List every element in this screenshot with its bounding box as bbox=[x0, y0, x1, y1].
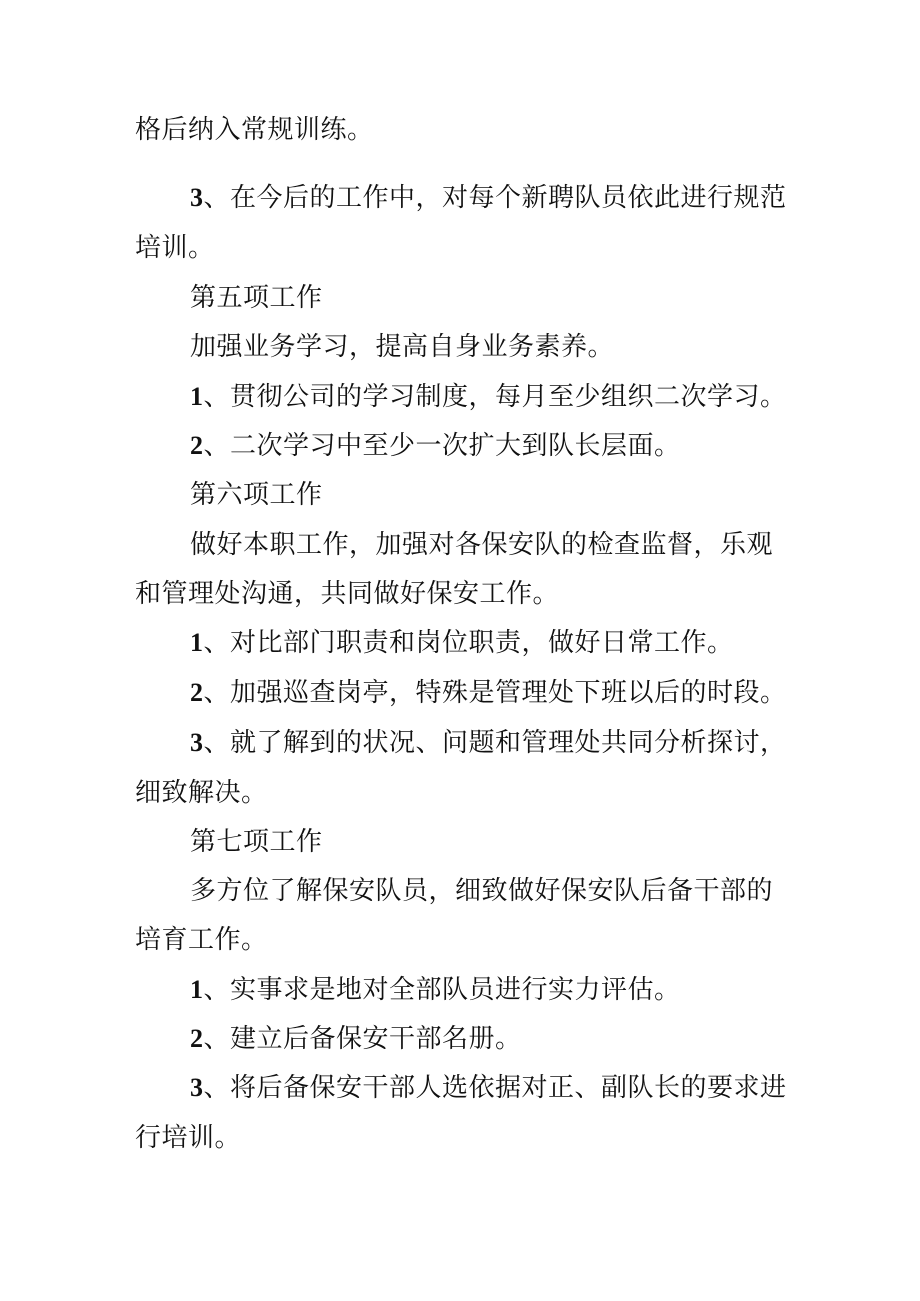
section-heading bbox=[0, 824, 920, 860]
line-text: 做好本职工作，加强对各保安队的检查监督，乐观 bbox=[190, 530, 774, 560]
line-text: 多方位了解保安队员，细致做好保安队后备干部的 bbox=[190, 876, 774, 906]
paragraph-continuation bbox=[0, 230, 920, 266]
line-text: 、实事求是地对全部队员进行实力评估。 bbox=[203, 975, 681, 1005]
list-item bbox=[0, 1070, 920, 1106]
paragraph bbox=[0, 873, 920, 909]
line-text: 行培训。 bbox=[135, 1123, 242, 1153]
list-number: 1 bbox=[190, 382, 204, 411]
line-text: 、加强巡查岗亭，特殊是管理处下班以后的时段。 bbox=[203, 678, 787, 708]
list-number: 1 bbox=[190, 975, 204, 1004]
list-item bbox=[0, 180, 920, 216]
line-text: 培训。 bbox=[135, 233, 215, 263]
line-text: 格后纳入常规训练。 bbox=[135, 115, 374, 145]
line-text: 、就了解到的状况、问题和管理处共同分析探讨， bbox=[203, 728, 787, 758]
paragraph-continuation bbox=[0, 112, 920, 148]
line-text: 和管理处沟通，共同做好保安工作。 bbox=[135, 579, 560, 609]
list-number: 2 bbox=[190, 1024, 204, 1053]
paragraph-continuation bbox=[0, 775, 920, 811]
list-number: 3 bbox=[190, 728, 204, 757]
line-text: 、在今后的工作中，对每个新聘队员依此进行规范 bbox=[203, 183, 787, 213]
list-number: 2 bbox=[190, 678, 204, 707]
list-item bbox=[0, 675, 920, 711]
list-item bbox=[0, 428, 920, 464]
paragraph-continuation bbox=[0, 1120, 920, 1156]
line-text: 、二次学习中至少一次扩大到队长层面。 bbox=[203, 431, 681, 461]
heading-text: 第五项工作 bbox=[190, 283, 323, 313]
list-item bbox=[0, 379, 920, 415]
section-heading bbox=[0, 477, 920, 513]
heading-text: 第七项工作 bbox=[190, 827, 323, 857]
list-number: 2 bbox=[190, 431, 204, 460]
list-item bbox=[0, 625, 920, 661]
line-text: 、对比部门职责和岗位职责，做好日常工作。 bbox=[203, 628, 734, 658]
line-text: 、将后备保安干部人选依据对正、副队长的要求进 bbox=[203, 1073, 787, 1103]
paragraph-continuation bbox=[0, 922, 920, 958]
list-number: 3 bbox=[190, 1073, 204, 1102]
paragraph bbox=[0, 329, 920, 365]
list-item bbox=[0, 725, 920, 761]
line-text: 、建立后备保安干部名册。 bbox=[203, 1024, 522, 1054]
list-number: 3 bbox=[190, 183, 204, 212]
list-item bbox=[0, 1021, 920, 1057]
line-text: 、贯彻公司的学习制度，每月至少组织二次学习。 bbox=[203, 382, 787, 412]
paragraph-continuation bbox=[0, 576, 920, 612]
line-text: 细致解决。 bbox=[135, 778, 268, 808]
heading-text: 第六项工作 bbox=[190, 480, 323, 510]
line-text: 培育工作。 bbox=[135, 925, 268, 955]
paragraph bbox=[0, 527, 920, 563]
list-item bbox=[0, 972, 920, 1008]
list-number: 1 bbox=[190, 628, 204, 657]
section-heading bbox=[0, 280, 920, 316]
line-text: 加强业务学习，提高自身业务素养。 bbox=[190, 332, 615, 362]
